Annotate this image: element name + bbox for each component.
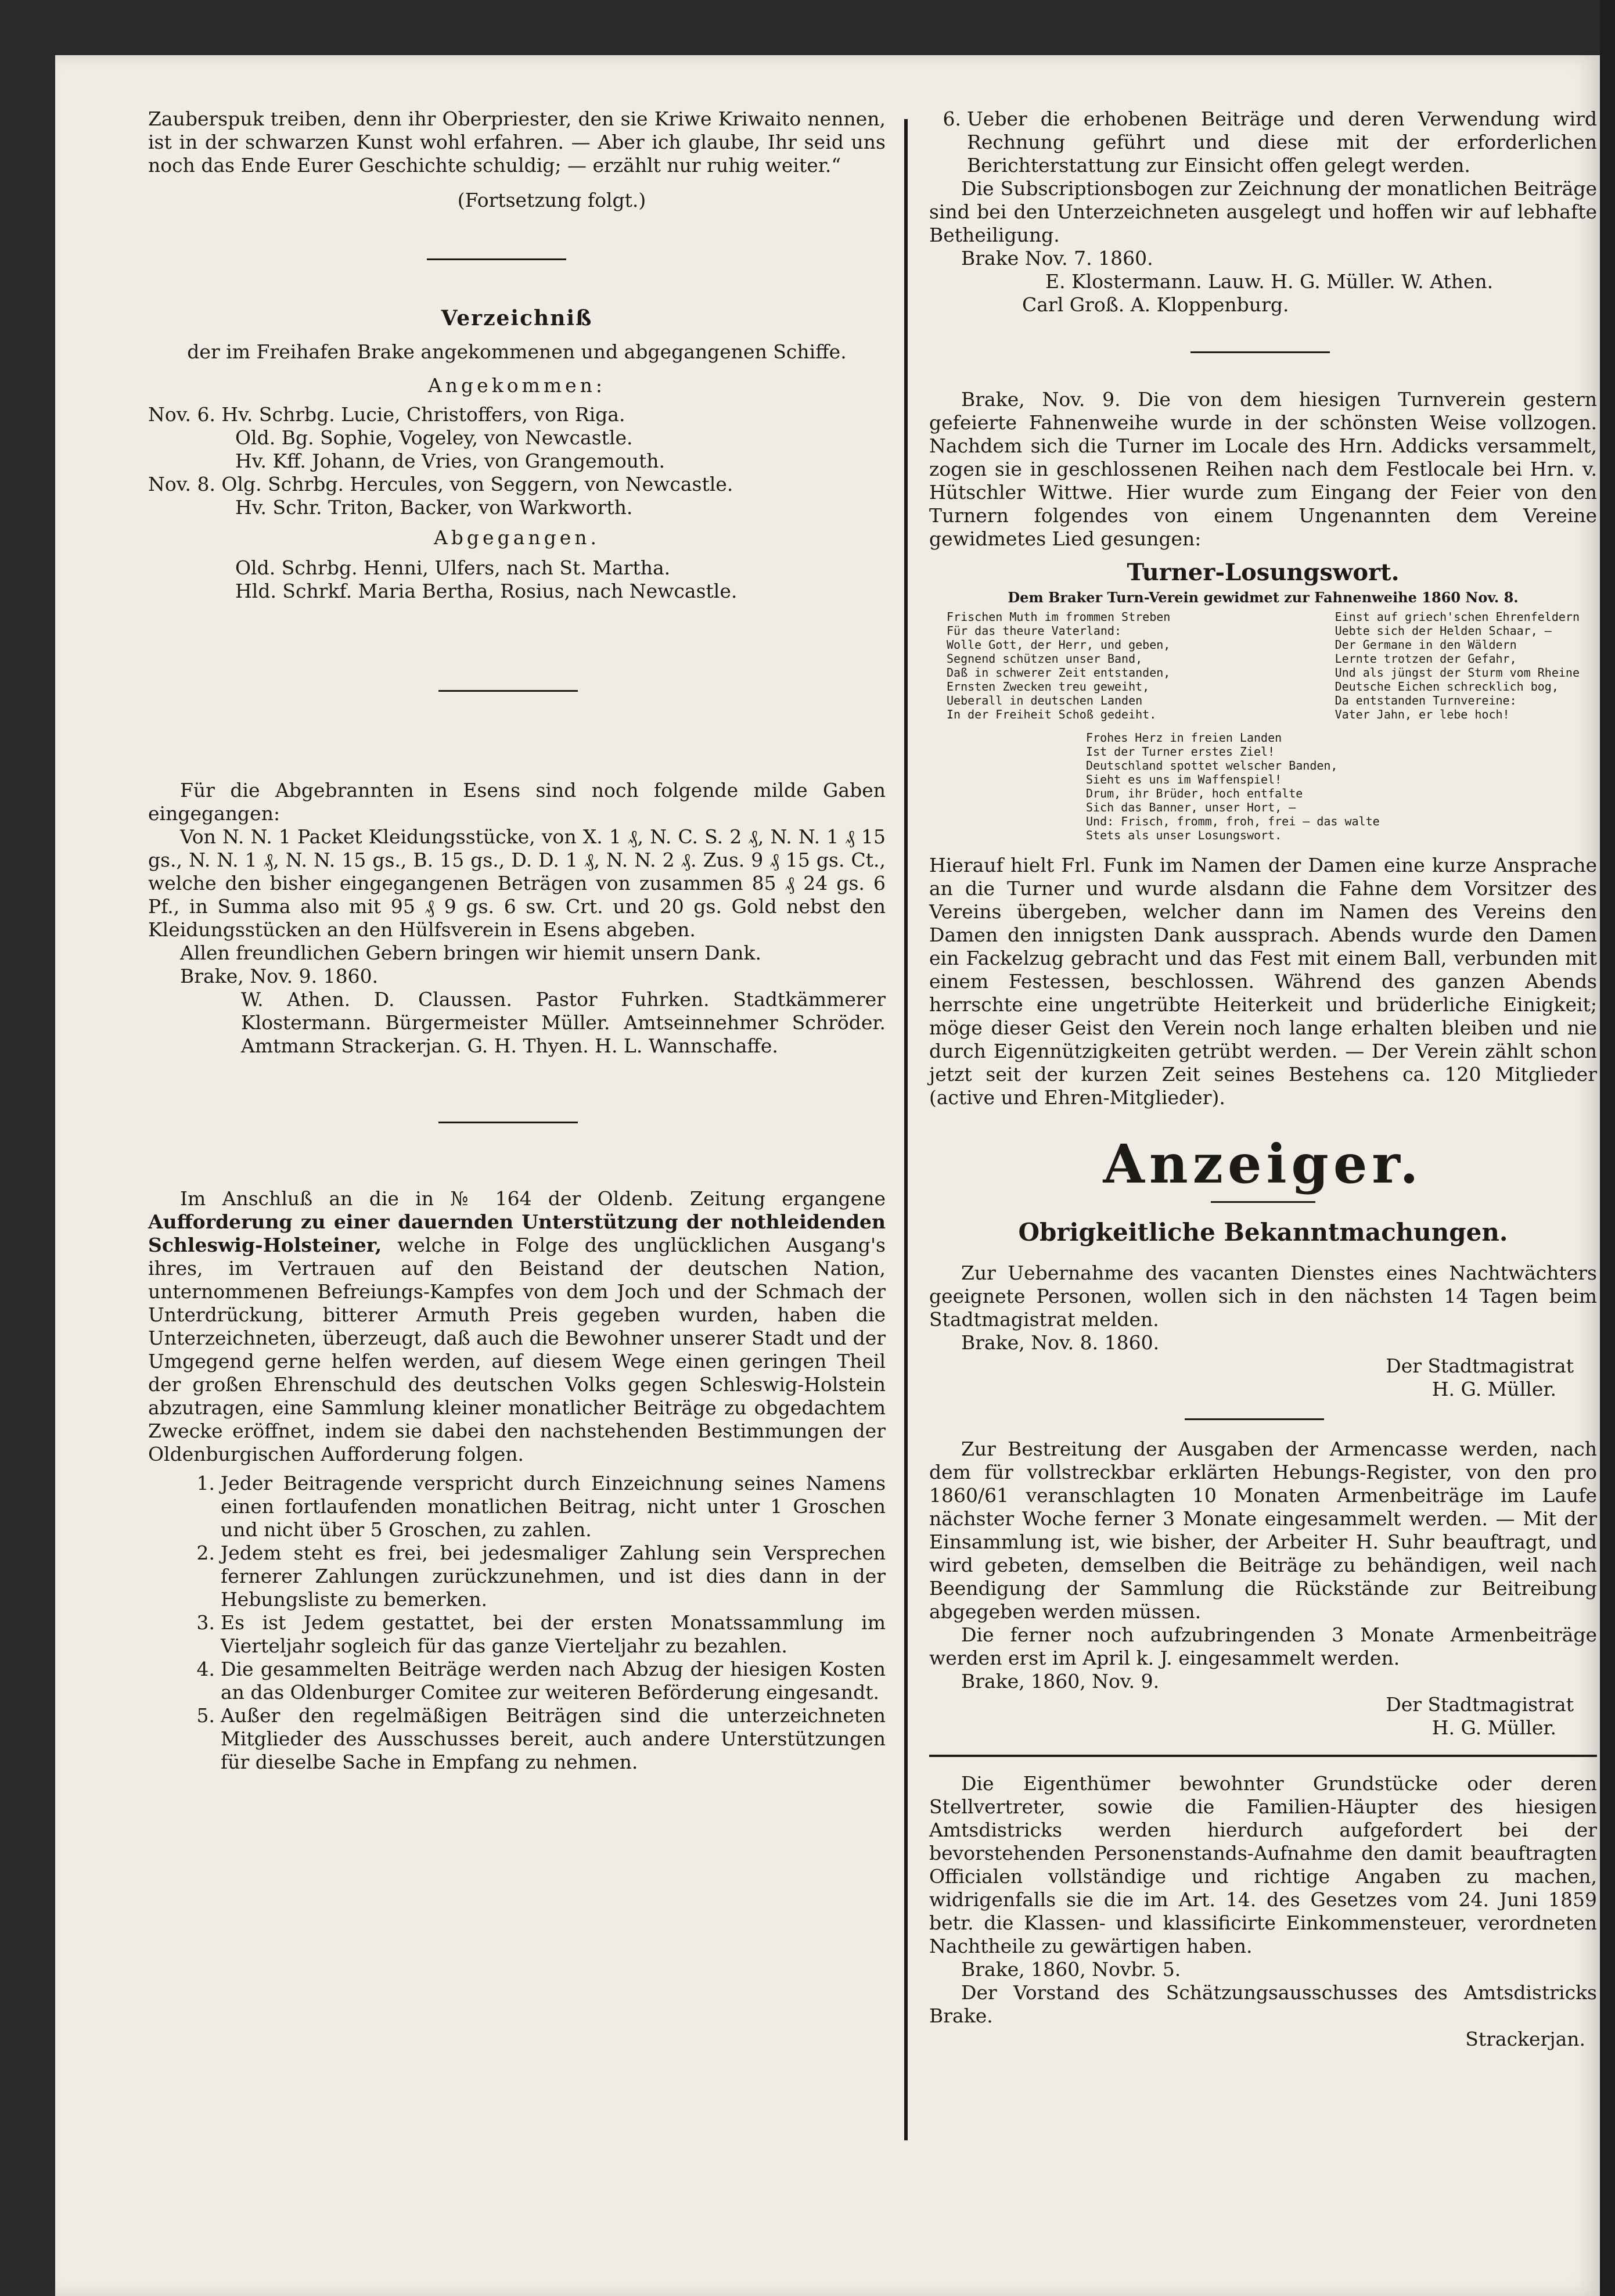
appeal-signers: E. Klostermann. Lauw. H. G. Müller. W. Athen. <box>1045 270 1494 293</box>
ship-entry: Hld. Schrkf. Maria Bertha, Rosius, nach Newcastle. <box>235 580 738 602</box>
appeal-intro: Im Anschluß an die in № 164 der Oldenb. Zeitung ergangene <box>180 1187 886 1210</box>
section-rule <box>1185 1418 1324 1420</box>
song-verse-center: Frohes Herz in freien Landen Ist der Turner erstes Ziel! Deutschland spottet welscher Banden, Sieht es uns im Waffenspiel! Drum, ihr Brüder, hoch entfalte Sich das Banner, unser Hort, — Und: Frisch, fromm, froh, frei — das walte Stets als unser Losungswort. <box>1086 731 1380 842</box>
arrived-list <box>148 403 886 519</box>
list-item: 4. Die gesammelten Beiträge werden nach Abzug der hiesigen Kosten an das Oldenburger Comitee zur weiteren Beförderung eingesandt. <box>196 1658 886 1704</box>
song-verse-left: Frischen Muth im frommen Streben Für das theure Vaterland: Wolle Gott, der Herr, und geben, Segnend schützen unser Band, Daß in schwerer Zeit entstanden, Ernsten Zwecken treu geweiht, Ueberall in deutschen Landen In der Freiheit Schoß gedeiht. <box>947 610 1171 721</box>
rules-list <box>148 1472 886 1774</box>
song-dedication: Dem Braker Turn-Verein gewidmet zur Fahnenweihe 1860 Nov. 8. <box>1008 589 1519 606</box>
section-rule <box>1211 1201 1315 1203</box>
notice-signature: H. G. Müller. <box>1431 1716 1556 1739</box>
list-item: 1. Jeder Beitragende verspricht durch Einzeichnung seines Namens einen fortlaufenden monatlichen Beitrag, nicht unter 1 Groschen und nicht über 5 Groschen, zu zahlen. <box>196 1472 886 1541</box>
section-rule <box>438 690 578 692</box>
notice-signature: Der Stadtmagistrat <box>1386 1693 1574 1716</box>
column-divider <box>904 119 908 2140</box>
notice-signature: Der Stadtmagistrat <box>1386 1354 1574 1377</box>
left-column <box>148 107 886 1774</box>
section-rule <box>1190 351 1330 353</box>
notice-date: Brake, 1860, Novbr. 5. <box>961 1958 1181 1981</box>
notice-date: Brake, Nov. 8. 1860. <box>961 1331 1160 1354</box>
donations-signers: W. Athen. D. Claussen. Pastor Fuhrken. Stadtkämmerer Klostermann. Bürgermeister Müller. Amtseinnehmer Schröder. Amtmann Strackerjan. G. H. Thyen. H. L. Wannschaffe. <box>241 988 886 1057</box>
anzeiger-title: Anzeiger. <box>1103 1133 1423 1195</box>
notice-poor-fund: Zur Bestreitung der Ausgaben der Armencasse werden, nach dem für vollstreckbar erklärten Hebungs-Register, von den pro 1860/61 veranschlagten 10 Monaten Armenbeiträge im Laufe nächster Woche ferner 3 Monate eingesammelt werden. — Mit der Einsammlung ist, wie bisher, der Arbeiter H. Suhr beauftragt, und wird gebeten, demselben die Beiträge zu behändigen, weil nach Beendigung der Sammlung die Rückstände zur Beitreibung abgegeben werden müssen. <box>929 1438 1597 1623</box>
page-edge <box>1600 0 1615 2296</box>
ship-entry: Nov. 6. Hv. Schrbg. Lucie, Christoffers, von Riga. <box>148 403 625 426</box>
appeal-bold: Aufforderung zu einer dauernden Unterstützung der nothleidenden Schleswig-Holsteiner, <box>148 1210 886 1256</box>
list-item: 2. Jedem steht es frei, bei jedesmaliger Zahlung sein Versprechen fernerer Zahlungen zurückzunehmen, und ist dies dann in der Hebungsliste zu bemerken. <box>196 1542 886 1611</box>
ship-entry: Hv. Schr. Triton, Backer, von Warkworth. <box>235 496 633 519</box>
list-item: 3. Es ist Jedem gestattet, bei der ersten Monatssammlung im Vierteljahr sogleich für das ganze Vierteljahr zu bezahlen. <box>196 1611 886 1657</box>
appeal-text <box>148 1187 886 1466</box>
subscription-note: Die Subscriptionsbogen zur Zeichnung der monatlichen Beiträge sind bei den Unterzeichneten ausgelegt und hoffen wir auf lebhafte Betheiligung. <box>929 177 1597 246</box>
ship-entry: Hv. Kff. Johann, de Vries, von Grangemouth. <box>235 450 666 472</box>
ship-entry: Old. Bg. Sophie, Vogeley, von Newcastle. <box>235 426 633 449</box>
donations-thanks: Allen freundlichen Gebern bringen wir hiemit unsern Dank. <box>180 942 762 964</box>
departed-list <box>148 556 886 603</box>
section-rule <box>929 1755 1597 1757</box>
section-rule <box>438 1122 578 1123</box>
story-ending: Zauberspuk treiben, denn ihr Oberpriester, den sie Kriwe Kriwaito nennen, ist in der schwarzen Kunst wohl erfahren. — Aber ich glaube, Ihr seid uns noch das Ende Eurer Geschichte schuldig; — erzählt nur ruhig weiter.“ <box>148 107 886 177</box>
notice-date: Brake, 1860, Nov. 9. <box>961 1670 1160 1693</box>
ship-entry: Old. Schrbg. Henni, Ulfers, nach St. Martha. <box>235 556 671 579</box>
list-item: 5. Außer den regelmäßigen Beiträgen sind die unterzeichneten Mitglieder des Ausschusses bereit, auch andere Unterstützungen für dieselbe Sache in Empfang zu nehmen. <box>196 1704 886 1773</box>
ships-subtitle: der im Freihafen Brake angekommenen und abgegangenen Schiffe. <box>187 340 847 363</box>
notice-poor-fund-b: Die ferner noch aufzubringenden 3 Monate Armenbeiträge werden erst im April k. J. eingesammelt werden. <box>929 1623 1597 1669</box>
notice-signature: Strackerjan. <box>1465 2028 1585 2050</box>
official-notices-title: Obrigkeitliche Bekanntmachungen. <box>1018 1218 1508 1246</box>
notice-signature: H. G. Müller. <box>1431 1378 1556 1400</box>
continuation-note: (Fortsetzung folgt.) <box>457 189 646 211</box>
appeal-signers: Carl Groß. A. Kloppenburg. <box>1022 293 1289 316</box>
song-verses <box>929 606 1597 721</box>
notice-census: Die Eigenthümer bewohnter Grundstücke oder deren Stellvertreter, sowie die Familien-Häupter des hiesigen Amtsdistricks werden hierdurch aufgefordert bei der bevorstehenden Personenstands-Aufnahme den damit beauftragten Officialen vollständige und richtige Angaben zu machen, widrigenfalls sie die im Art. 14. des Gesetzes vom 24. Juni 1859 betr. die Klassen- und klassificirte Einkommensteuer, verordneten Nachtheile zu gewärtigen haben. <box>929 1772 1597 1957</box>
donations-intro: Für die Abgebrannten in Esens sind noch folgende milde Gaben eingegangen: <box>148 779 886 825</box>
donations-date: Brake, Nov. 9. 1860. <box>180 965 379 987</box>
ship-entry: Nov. 8. Olg. Schrbg. Hercules, von Seggern, von Newcastle. <box>148 473 733 495</box>
arrived-heading: Angekommen: <box>427 374 606 397</box>
list-item: 6. Ueber die erhobenen Beiträge und deren Verwendung wird Rechnung geführt und diese mit der erforderlichen Berichterstattung zur Einsicht offen gelegt werden. <box>943 107 1597 177</box>
notice-signature: Der Vorstand des Schätzungsausschusses des Amtsdistricks Brake. <box>929 1981 1597 2027</box>
ships-title: Verzeichniß <box>441 306 593 330</box>
turnverein-after: Hierauf hielt Frl. Funk im Namen der Damen eine kurze Ansprache an die Turner und wurde alsdann die Fahne dem Vorsitzer des Vereins übergeben, welcher dann im Namen des Vereins den Damen den innigsten Dank aussprach. Abends wurde den Damen ein Fackelzug gebracht und das Fest mit einem Ball, verbunden mit einem Festessen, beschlossen. Während des ganzen Abends herrschte eine ungetrübte Heiterkeit und brüderliche Einigkeit; möge dieser Geist den Verein noch lange erhalten bleiben und nie durch Eigennützigkeiten getrübt werden. — Der Verein zählt schon jetzt seit der kurzen Zeit seines Bestehens ca. 120 Mitglieder (active und Ehren-Mitglieder). <box>929 854 1597 1109</box>
turnverein-report: Brake, Nov. 9. Die von dem hiesigen Turnverein gestern gefeierte Fahnenweihe wurde in der schönsten Weise vollzogen. Nachdem sich die Turner im Locale des Hrn. Addicks versammelt, zogen sie in geschlossenen Reihen nach dem Festlocale bei Hrn. v. Hütschler Wittwe. Hier wurde zum Eingang der Feier von den Turnern folgendes von einem Ungenannten dem Vereine gewidmetes Lied gesungen: <box>929 388 1597 550</box>
song-verse-right: Einst auf griech'schen Ehrenfeldern Uebte sich der Helden Schaar, — Der Germane in den Wäldern Lernte trotzen der Gefahr, Und als jüngst der Sturm vom Rheine Deutsche Eichen schrecklich bog, Da entstanden Turnvereine: Vater Jahn, er lebe hoch! <box>1335 610 1580 721</box>
donations-detail: Von N. N. 1 Packet Kleidungsstücke, von X. 1 ₰, N. C. S. 2 ₰, N. N. 1 ₰ 15 gs., N. N. 1 ₰, N. N. 15 gs., B. 15 gs., D. D. 1 ₰, N. N. 2 ₰. Zus. 9 ₰ 15 gs. Ct., welche den bisher eingegangenen Beträgen von zusammen 85 ₰ 24 gs. 6 Pf., in Summa also mit 95 ₰ 9 gs. 6 sw. Crt. und 20 gs. Gold nebst den Kleidungsstücken an den Hülfsverein in Esens abgeben. <box>148 825 886 941</box>
section-rule <box>427 258 566 260</box>
notice-nightwatchman: Zur Uebernahme des vacanten Dienstes eines Nachtwächters geeignete Personen, wollen sich in den nächsten 14 Tagen beim Stadtmagistrat melden. <box>929 1262 1597 1331</box>
appeal-rest: welche in Folge des unglücklichen Ausgang's ihres, im Vertrauen auf den Beistand der deutschen Nation, unternommenen Befreiungs-Kampfes von dem Joch und der Schmach der Unterdrückung, bitterer Armuth Preis gegeben wurden, haben die Unterzeichneten, überzeugt, daß auch die Bewohner unserer Stadt und der Umgegend gerne helfen werden, auf diesem Wege einen geringen Theil der großen Ehrenschuld des deutschen Volks gegen Schleswig-Holstein abzutragen, eine Sammlung kleiner monatlicher Beiträge zu obgedachtem Zwecke eröffnet, indem sie dabei den nachstehenden Bestimmungen der Oldenburgischen Aufforderung folgen. <box>148 1234 886 1465</box>
right-column <box>929 107 1597 2051</box>
song-title: Turner-Losungswort. <box>1127 559 1400 586</box>
appeal-date: Brake Nov. 7. 1860. <box>961 247 1153 270</box>
departed-heading: Abgegangen. <box>433 526 600 549</box>
